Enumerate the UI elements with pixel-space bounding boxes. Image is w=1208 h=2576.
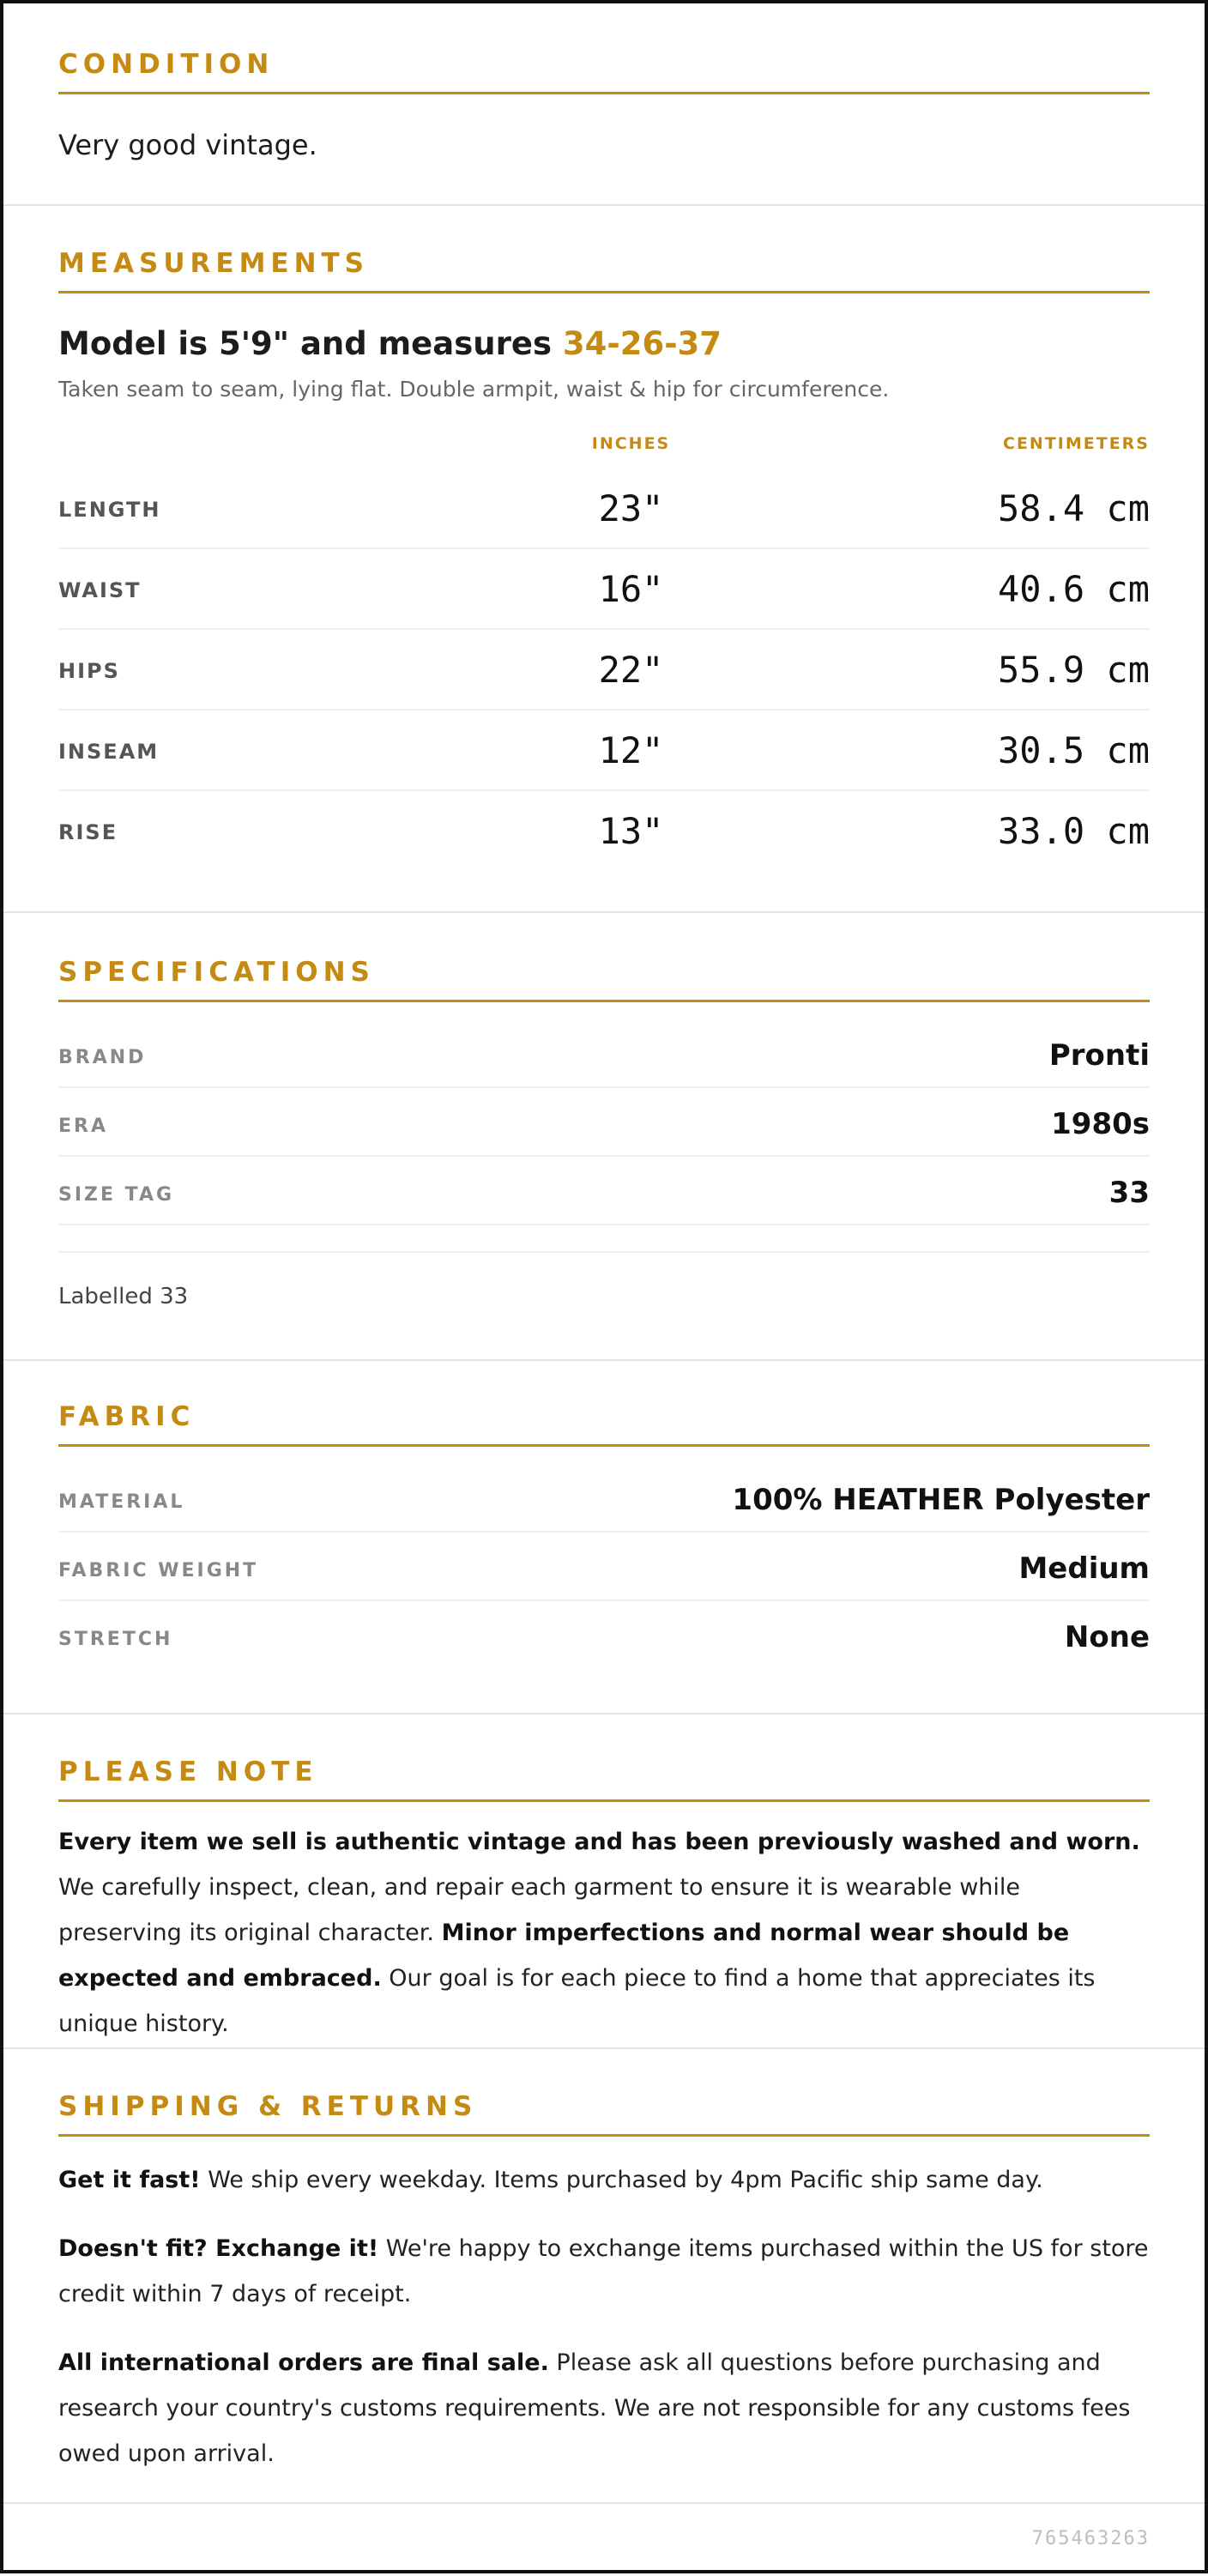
model-info-text: Model is 5'9" and measures [58,325,563,362]
centimeters-column-header: CENTIMETERS [1003,434,1150,453]
shipping-title: SHIPPING & RETURNS [58,2094,1150,2137]
measurement-row-inseam [58,711,1150,791]
measurement-cm: 30.5 cm [997,729,1150,771]
measurements-title: MEASUREMENTS [58,251,1150,293]
measurement-row-rise [58,791,1150,870]
condition-title: CONDITION [58,51,1150,94]
shipping-text-3: Please ask all questions before purchasing and research your country's customs requirements. We are not responsible for any customs fees owed upon arrival. [58,2349,1131,2467]
measurements-section [3,206,1205,913]
measurement-inches: 12" [598,729,664,771]
measurement-label: HIPS [58,659,120,683]
please-note-bold-1: Every item we sell is authentic vintage and has been previously washed and worn. [58,1829,1140,1855]
spec-row-brand [58,1019,1150,1088]
spec-row-era [58,1088,1150,1157]
shipping-bold-3: All international orders are final sale. [58,2349,549,2376]
shipping-paragraph-3 [58,2340,1150,2476]
measurement-cm: 33.0 cm [997,810,1150,852]
shipping-text-2: We're happy to exchange items purchased within the US for store credit within 7 days of receipt. [58,2235,1149,2307]
measurement-inches: 13" [598,810,664,852]
specifications-title: SPECIFICATIONS [58,959,1150,1002]
measurement-label: WAIST [58,578,142,602]
spec-value: 33 [1108,1176,1150,1210]
fabric-title: FABRIC [58,1404,1150,1447]
product-code: 765463263 [1031,2528,1150,2549]
shipping-paragraph-2 [58,2226,1150,2317]
model-info [58,325,1150,362]
measurement-row-hips [58,630,1150,711]
measurement-row-length [58,469,1150,549]
measurement-label: INSEAM [58,740,160,764]
measurement-cm: 40.6 cm [997,568,1150,610]
spec-note: Labelled 33 [58,1251,1150,1309]
measurements-subtitle: Taken seam to seam, lying flat. Double armpit, waist & hip for circumference. [58,377,890,402]
fabric-key: STRETCH [58,1629,173,1650]
measurement-cm: 58.4 cm [997,487,1150,529]
please-note-text-2: Our goal is for each piece to find a home that appreciates its unique history. [58,1965,1096,2037]
please-note-bold-2: Minor imperfections and normal wear should be expected and embraced. [58,1920,1070,1992]
shipping-section [3,2049,1205,2504]
fabric-row-weight [58,1533,1150,1601]
spec-key: BRAND [58,1047,147,1068]
fabric-value: Medium [1018,1551,1150,1586]
please-note-text [58,1819,1150,2047]
measurement-inches: 16" [598,568,664,610]
measurement-inches: 22" [598,649,664,691]
fabric-row-stretch [58,1601,1150,1668]
specifications-section [3,913,1205,1361]
inches-column-header: INCHES [591,434,671,453]
measurement-inches: 23" [598,487,664,529]
measurements-column-headers [58,434,1150,469]
measurement-cm: 55.9 cm [997,649,1150,691]
fabric-value: None [1064,1620,1150,1654]
spec-key: SIZE TAG [58,1184,175,1206]
fabric-row-material [58,1464,1150,1533]
please-note-section [3,1714,1205,2049]
measurement-row-waist [58,549,1150,630]
fabric-key: MATERIAL [58,1491,185,1513]
spec-key: ERA [58,1116,108,1137]
shipping-bold-2: Doesn't fit? Exchange it! [58,2235,379,2262]
condition-text: Very good vintage. [58,129,317,161]
fabric-section [3,1361,1205,1714]
spec-value: 1980s [1051,1107,1150,1141]
footer [3,2504,1205,2576]
fabric-list [58,1464,1150,1668]
please-note-title: PLEASE NOTE [58,1759,1150,1802]
condition-section [3,3,1205,206]
fabric-key: FABRIC WEIGHT [58,1560,259,1581]
spec-value: Pronti [1048,1038,1150,1073]
please-note-text-1: We carefully inspect, clean, and repair each garment to ensure it is wearable while preserving its original character. [58,1874,1021,1946]
fabric-value: 100% HEATHER Polyester [732,1483,1150,1517]
shipping-text-1: We ship every weekday. Items purchased by 4pm Pacific ship same day. [200,2167,1043,2193]
model-measures: 34-26-37 [562,325,722,362]
specifications-list [58,1019,1150,1225]
measurement-label: RISE [58,820,118,844]
spec-row-size-tag [58,1157,1150,1225]
measurement-label: LENGTH [58,498,161,522]
shipping-paragraph-1 [58,2157,1150,2203]
shipping-bold-1: Get it fast! [58,2167,201,2193]
